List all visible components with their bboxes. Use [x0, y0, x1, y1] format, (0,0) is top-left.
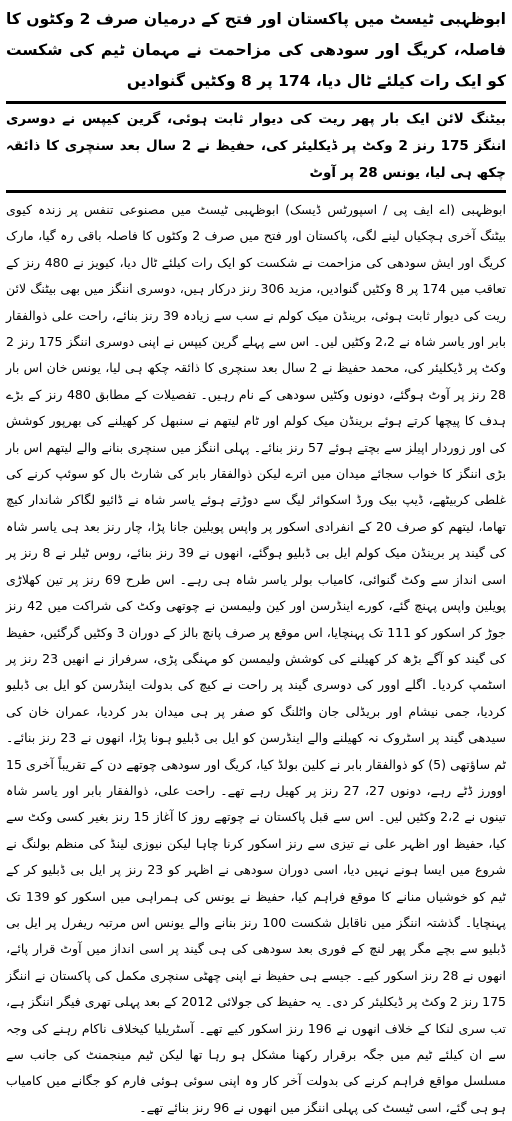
headline: ابوظہبی ٹیسٹ میں پاکستان اور فتح کے درمیان صرف 2 وکٹوں کا فاصلہ، کریگ اور سودھی کی مزاحمت نے مہمان ٹیم کی شکست کو ایک رات کیلئے ٹال دیا، 174 پر 8 وکٹیں گنوادیں [6, 10, 506, 90]
subheadline: بیٹنگ لائن ایک بار پھر ریت کی دیوار ثابت ہوئی، گرین کیپس نے دوسری اننگز 175 رنز 2 وکٹ پر ڈیکلیئر کی، حفیظ نے 2 سال بعد سنچری کا ذائقہ چکھ ہی لیا، یونس 28 پر آوٹ [6, 101, 506, 193]
article-body: ابوظہبی (اے ایف پی / اسپورٹس ڈیسک) ابوظہبی ٹیسٹ میں مصنوعی تنفس پر زندہ کیوی بیٹنگ آخری ہچکیاں لینے لگی، پاکستان اور فتح میں صرف 2 وکٹوں کا فاصلہ باقی رہ گیا، مارک کریگ اور ایش سودھی کی مزاحمت نے شکست کو ایک رات کیلئے ٹال دیا، کیویز نے 480 رنز کے تعاقب میں 174 پر 8 وکٹیں گنوادیں، مزید 306 رنز درکار ہیں، دوسری اننگز میں بھی بیٹنگ لائن ریت کی دیوار ثابت ہوئی، برینڈن میک کولم نے سب سے زیادہ 39 رنز بنائے، راحت علی ذوالفقار بابر اور یاسر شاہ نے 2،2 وکٹیں لیں۔ اس سے پہلے گرین کیپس نے اپنی دوسری اننگز 175 رنز 2 وکٹ پر ڈیکلیئر کی، محمد حفیظ نے 2 سال بعد سنچری کا ذائقہ چکھ ہی لیا، یونس خان اس بار 28 رنز پر آوٹ ہوگئے، دونوں وکٹیں سودھی کے نام رہیں۔ تفصیلات کے مطابق 480 رنز کے بڑے ہدف کا پیچھا کرتے ہوئے برینڈن میک کولم اور ٹام لیتھم نے سنبھل کر کھیلنے کی بھرپور کوشش کی اور زوردار اپیلز سے بچتے ہوئے 57 رنز بنائے۔ پہلی اننگز میں سنچری بنانے والے لیتھم اس بار بڑی اننگز کا خواب سجائے میدان میں اترے لیکن ذوالفقار بابر کی شارٹ بال کو سوئپ کرنے کی غلطی کربیٹھے، ڈیپ بیک ورڈ اسکوائر لیگ سے دوڑتے ہوئے یاسر شاہ نے ڈائیو لگاکر شاندار کیچ تھاما، لیتھم کو صرف 20 کے انفرادی اسکور پر واپس پویلین جانا پڑا، چار رنز بعد ہی یاسر شاہ کی گیند پر برینڈن میک کولم ایل بی ڈبلیو ہوگئے، انھوں نے 39 رنز بنائے، روس ٹیلر نے 8 رنز پر اسی انداز سے وکٹ گنوائی، کامیاب بولر یاسر شاہ ہی رہے۔ اس طرح 69 رنز پر تین کھلاڑی پویلین واپس پہنچ گئے، کورے اینڈرسن اور کین ولیمسن نے چوتھی وکٹ کی شراکت میں 42 رنز جوڑ کر اسکور کو 111 تک پہنچایا، اس موقع پر صرف پانچ بالز کے دوران 3 وکٹیں گرگئیں، حفیظ کی گیند کو آگے بڑھ کر کھیلنے کی کوشش ولیمسن کو مہنگی پڑی، سرفراز نے انھیں 23 رنز پر اسٹمپ کردیا۔ اگلے اوور کی دوسری گیند پر راحت نے کیچ کی بدولت اینڈرسن کو ایل بی ڈبلیو کردیا، جمی نیشام اور بریڈلی جان واٹلنگ کو صفر پر ہی میدان بدر کردیا، عمران خان کی سیدھی گیند پر اسٹروک نہ کھیلنے والے اینڈرسن کو ایل بی ڈبلیو ہونا پڑا، انھوں نے 23 رنز بنائے۔ ٹم ساؤتھی (5) کو ذوالفقار بابر نے کلین بولڈ کیا، کریگ اور سودھی چوتھے دن کے تقریباً آخری 15 اوورز ڈٹے رہے، دونوں 27، 27 رنز پر کھیل رہے تھے۔ راحت علی، ذوالفقار بابر اور یاسر شاہ تینوں نے 2،2 وکٹیں لیں۔ اس سے قبل پاکستان نے چوتھے روز کا آغاز 15 رنز بغیر کسی وکٹ سے کیا، حفیظ اور اظہر علی نے تیزی سے رنز اسکور کرنا چاہا لیکن نیوزی لینڈ کی منظم بولنگ نے شروع میں ایسا ہونے نہیں دیا، اسی دوران سودھی نے اظہر کو 23 رنز پر ایل بی ڈبلیو کر کے ٹیم کو خوشیاں منانے کا موقع فراہم کیا، حفیظ نے یونس کی ہمراہی میں اسکور کو 139 تک پہنچایا۔ گذشتہ اننگز میں ناقابل شکست 100 رنز بنانے والے یونس اس مرتبہ ریفرل پر ایل بی ڈبلیو سے بچے مگر پھر لنچ کے فوری بعد سودھی کی ہی گیند پر اسی انداز میں آوٹ قرار پائے، انھوں نے 28 رنز اسکور کیے۔ جیسے ہی حفیظ نے اپنی چھٹی سنچری مکمل کی پاکستان نے اننگز 175 رنز 2 وکٹ پر ڈیکلیئر کر دی۔ یہ حفیظ کی جولائی 2012 کے بعد پہلی تھری فیگر اننگز ہے، تب سری لنکا کے خلاف انھوں نے 196 رنز اسکور کیے تھے۔ آسٹریلیا کیخلاف ناکام رہنے کی وجہ سے ان کیلئے ٹیم میں جگہ برقرار رکھنا مشکل ہو رہا تھا لیکن ٹیم مینجمنٹ کی جانب سے مسلسل مواقع فراہم کرنے کی بدولت آخر کار وہ اپنی سوئی ہوئی فارم کو جگانے میں کامیاب ہو ہی گئے، اسی ٹیسٹ کی پہلی اننگز میں انھوں نے 96 رنز بنائے تھے۔ [6, 202, 507, 1115]
